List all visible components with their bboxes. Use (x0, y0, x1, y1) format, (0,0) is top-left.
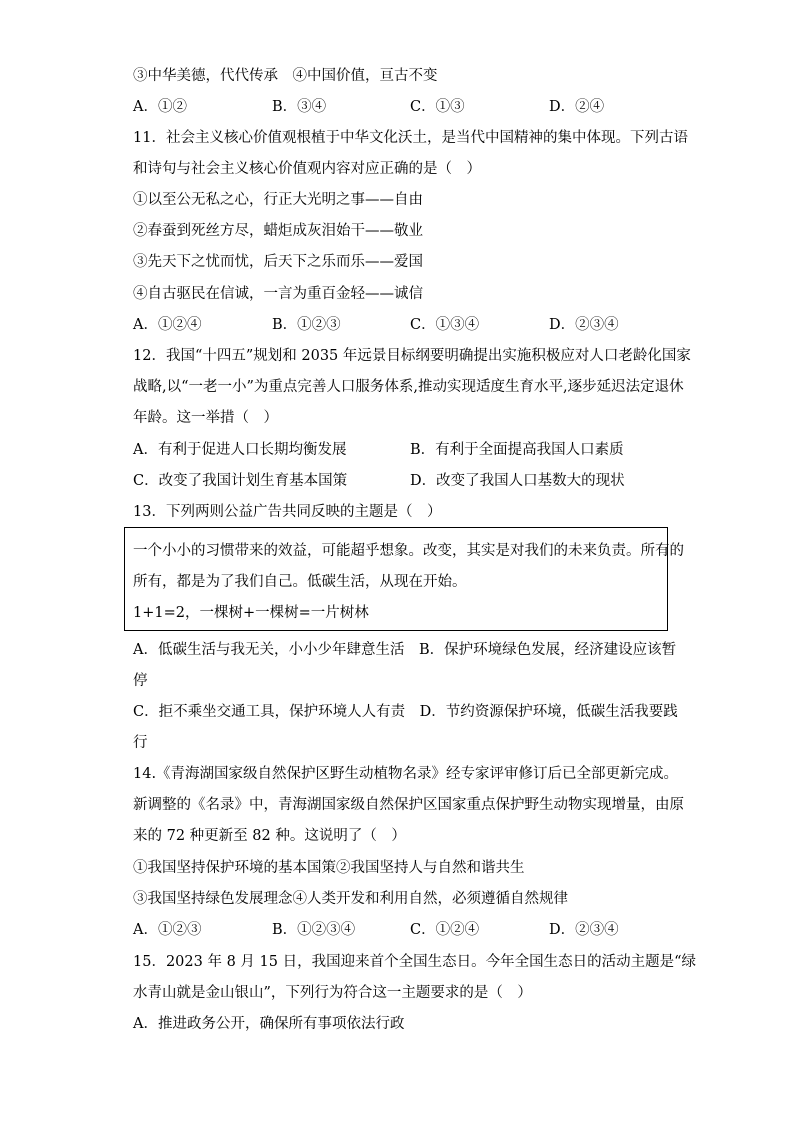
q10-items-line: ③中华美德，代代传承 ④中国价值，亘古不变 (133, 68, 438, 84)
q12-option-a: A．有利于促进人口长期均衡发展 (133, 442, 347, 458)
q10-option-b: B．③④ (272, 99, 327, 115)
q13-stem: 13．下列两则公益广告共同反映的主题是（ ） (133, 504, 442, 520)
q14-items-3-4: ③我国坚持绿色发展理念④人类开发和利用自然，必须遵循自然规律 (133, 891, 568, 907)
q15-stem-line-1: 15．2023 年 8 月 15 日，我国迎来首个全国生态日。今年全国生态日的活动主题是“绿 (133, 954, 696, 970)
q13-option-b-continued: 停 (133, 673, 148, 689)
q12-option-b: B．有利于全面提高我国人口素质 (410, 442, 624, 458)
q13-option-d-continued: 行 (133, 735, 148, 751)
q13-ad-line-2: 所有，都是为了我们自己。低碳生活，从现在开始。 (133, 574, 467, 590)
q14-stem-line-3: 来的 72 种更新至 82 种。这说明了（ ） (133, 828, 406, 844)
q11-option-d: D．②③④ (549, 317, 619, 333)
q11-item-3: ③先天下之忧而忧，后天下之乐而乐——爱国 (133, 254, 423, 270)
q11-option-b: B．①②③ (272, 317, 341, 333)
q10-option-c: C．①③ (410, 99, 465, 115)
q15-stem-line-2: 水青山就是金山银山”，下列行为符合这一主题要求的是（ ） (133, 985, 532, 1001)
q13-ad-box (124, 527, 684, 631)
q10-option-d: D．②④ (549, 99, 605, 115)
q11-item-2: ②春蚕到死丝方尽，蜡炬成灰泪始干——敬业 (133, 223, 423, 239)
q13-options-cd: C．拒不乘坐交通工具，保护环境人人有责 D．节约资源保护环境，低碳生活我要践 (133, 704, 678, 720)
q15-option-a: A．推进政务公开，确保所有事项依法行政 (133, 1016, 405, 1032)
q14-option-c: C．①②④ (410, 922, 480, 938)
q14-option-b: B．①②③④ (272, 922, 356, 938)
q10-option-a: A．①② (133, 99, 187, 115)
q13-options-ab: A．低碳生活与我无关，小小少年肆意生活 B．保护环境绿色发展，经济建设应该暂 (133, 642, 677, 658)
q14-stem-line-2: 新调整的《名录》中，青海湖国家级自然保护区国家重点保护野生动物实现增量，由原 (133, 797, 684, 813)
q12-stem-line-1: 12．我国“十四五”规划和 2035 年远景目标纲要明确提出实施积极应对人口老龄化国家 (133, 348, 691, 364)
q11-stem-line-1: 11．社会主义核心价值观根植于中华文化沃土，是当代中国精神的集中体现。下列古语 (133, 130, 688, 146)
q14-stem-line-1: 14.《青海湖国家级自然保护区野生动植物名录》经专家评审修订后已全部更新完成。 (133, 766, 679, 782)
q13-ad-line-3: 1+1=2，一棵树+一棵树=一片树林 (133, 605, 369, 621)
q11-option-c: C．①③④ (410, 317, 480, 333)
q11-item-4: ④自古驱民在信诚，一言为重百金轻——诚信 (133, 286, 423, 302)
q11-item-1: ①以至公无私之心，行正大光明之事——自由 (133, 192, 423, 208)
q14-items-1-2: ①我国坚持保护环境的基本国策②我国坚持人与自然和谐共生 (133, 860, 525, 876)
q12-option-c: C．改变了我国计划生育基本国策 (133, 473, 348, 489)
q11-option-a: A．①②④ (133, 317, 202, 333)
q12-option-d: D．改变了我国人口基数大的现状 (410, 473, 625, 489)
q12-stem-line-3: 年龄。这一举措（ ） (133, 410, 278, 426)
q13-ad-line-1: 一个小小的习惯带来的效益，可能超乎想象。改变，其实是对我们的未来负责。所有的 (133, 543, 684, 559)
q14-option-d: D．②③④ (549, 922, 619, 938)
q12-stem-line-2: 战略,以“一老一小”为重点完善人口服务体系,推动实现适度生育水平,逐步延迟法定退休 (133, 379, 684, 395)
q14-option-a: A．①②③ (133, 922, 202, 938)
q11-stem-line-2: 和诗句与社会主义核心价值观内容对应正确的是（ ） (133, 161, 481, 177)
